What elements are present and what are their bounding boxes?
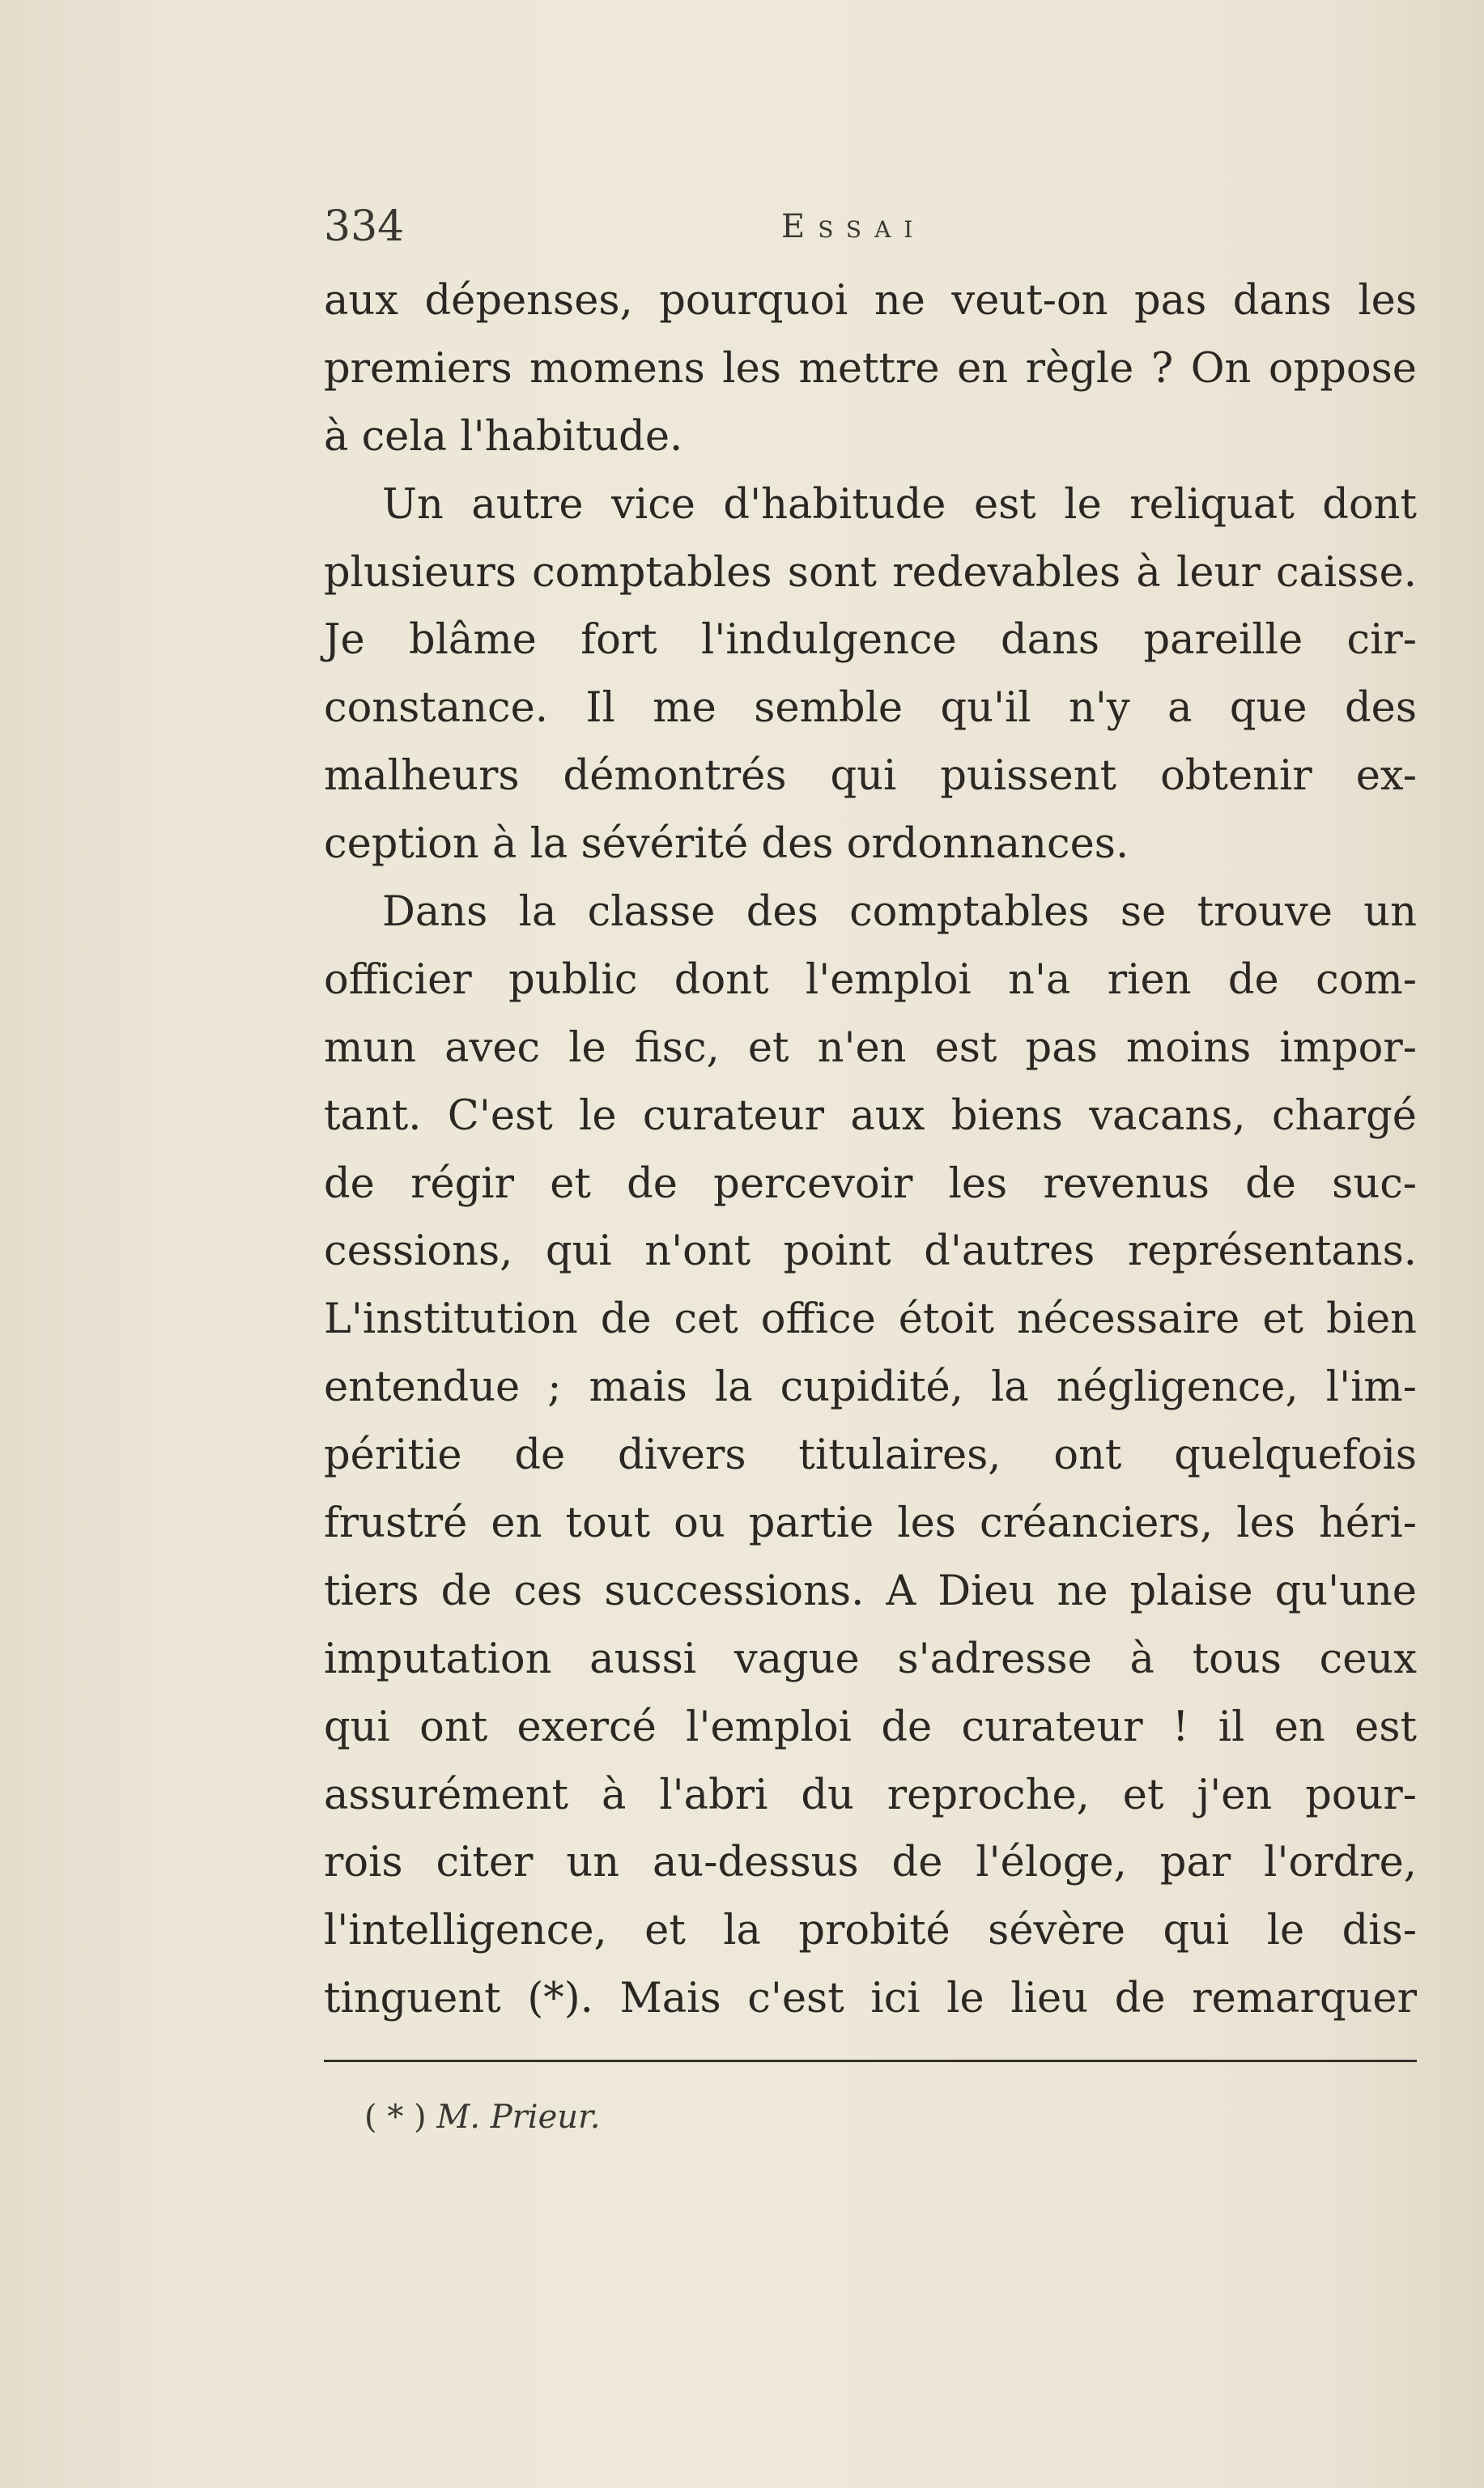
body-text xyxy=(324,267,1417,2033)
text-line: Je blâme fort l'indulgence dans pareille cir- xyxy=(324,616,1417,665)
text-line: aux dépenses, pourquoi ne veut-on pas dans les xyxy=(324,277,1417,325)
page-header xyxy=(324,198,1417,255)
text-line: L'institution de cet office étoit nécessaire et bien xyxy=(324,1295,1417,1344)
text-line: Un autre vice d'habitude est le reliquat dont xyxy=(382,480,1417,529)
text-line: frustré en tout ou partie les créanciers, les héri- xyxy=(324,1499,1417,1548)
text-line: imputation aussi vague s'adresse à tous ceux xyxy=(324,1635,1417,1683)
running-head: Essai xyxy=(781,208,926,245)
footnote-text: M. Prieur. xyxy=(436,2099,601,2136)
page-number: 334 xyxy=(324,202,405,251)
text-line: tiers de ces successions. A Dieu ne plaise qu'une xyxy=(324,1567,1417,1615)
text-line: assurément à l'abri du reproche, et j'en pour- xyxy=(324,1771,1417,1819)
text-line: mun avec le fisc, et n'en est pas moins impor- xyxy=(324,1023,1417,1072)
paragraph xyxy=(324,878,1417,2033)
text-line: de régir et de percevoir les revenus de suc- xyxy=(324,1159,1417,1208)
paragraph xyxy=(324,267,1417,471)
text-line: cessions, qui n'ont point d'autres représentans. xyxy=(324,1227,1417,1276)
text-line: tinguent (*). Mais c'est ici le lieu de remarquer xyxy=(324,1975,1417,2023)
text-line: ception à la sévérité des ordonnances. xyxy=(324,820,1129,869)
text-line: Dans la classe des comptables se trouve un xyxy=(382,888,1417,937)
text-line: à cela l'habitude. xyxy=(324,412,683,461)
footnote-rule xyxy=(324,2060,1417,2062)
text-line: plusieurs comptables sont redevables à leur caisse. xyxy=(324,548,1417,597)
text-line: officier public dont l'emploi n'a rien de com- xyxy=(324,955,1417,1004)
text-line: malheurs démontrés qui puissent obtenir ex- xyxy=(324,752,1417,801)
text-line: l'intelligence, et la probité sévère qui le dis- xyxy=(324,1907,1417,1955)
text-line: qui ont exercé l'emploi de curateur ! il en est xyxy=(324,1703,1417,1751)
paragraph xyxy=(324,471,1417,878)
footnote xyxy=(364,2093,600,2141)
text-line: entendue ; mais la cupidité, la négligence, l'im- xyxy=(324,1363,1417,1412)
text-line: premiers momens les mettre en règle ? On oppose xyxy=(324,344,1417,393)
text-line: rois citer un au-dessus de l'éloge, par l'ordre, xyxy=(324,1839,1417,1887)
text-line: péritie de divers titulaires, ont quelquefois xyxy=(324,1431,1417,1480)
text-line: constance. Il me semble qu'il n'y a que des xyxy=(324,684,1417,733)
footnote-marker: ( * ) xyxy=(364,2099,427,2136)
text-line: tant. C'est le curateur aux biens vacans, chargé xyxy=(324,1091,1417,1140)
